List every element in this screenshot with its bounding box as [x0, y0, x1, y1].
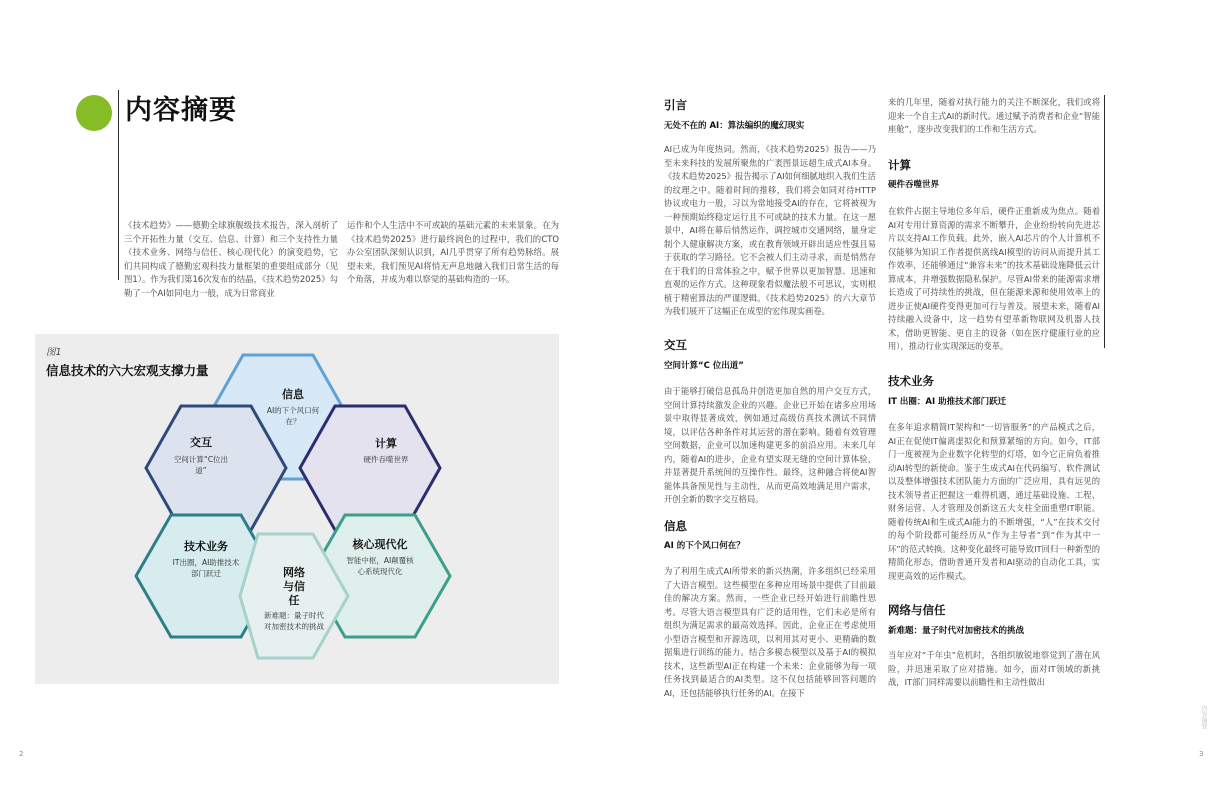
interaction-heading: 交互	[664, 338, 687, 352]
hex-tech-business-subtitle: IT出圈，AI助推技术部门跃迁	[172, 558, 240, 578]
side-section-label: 内容摘要	[1200, 705, 1207, 729]
intro-body	[664, 143, 876, 319]
compute-body	[888, 205, 1100, 354]
continuation-text	[888, 96, 1100, 137]
hex-info-subtitle: AI的下个风口何在？	[266, 406, 320, 426]
hex-interaction-subtitle: 空间计算“C位出道”	[173, 455, 229, 475]
information-subheading: AI 的下个风口何在？	[664, 541, 745, 551]
intro-col-1	[124, 219, 338, 301]
information-body	[664, 565, 876, 700]
compute-body-text: 在软件占据主导地位多年后，硬件正重新成为焦点。随着AI对专用计算资源的需求不断攀升，企业纷纷转向先进芯片以支持AI工作负载。此外，嵌入AI芯片的个人计算机不仅能够为知识工作者提供离线AI模型的访问从而提升其工作效率，还能够通过“兼容未来”的技术基础设施降低云计算成本，并增强数据隐私保护。尽管AI带来的能源需求增长造成了可持续性的挑战，但在能源来源和使用效率上的进步正使AI硬件变得更加可行与普及。展望未来，随着AI持续融入设备中，这一趋势有望革新物联网及机器人技术，借助更智能、更自主的设备（如在医疗健康行业的应用），推动行业实现深远的变革。	[888, 206, 1100, 351]
accent-dot	[76, 95, 112, 131]
tech-business-subheading: IT 出圈：AI 助推技术部门跃迁	[888, 397, 1007, 407]
hex-interaction-title: 交互	[190, 436, 212, 449]
information-heading: 信息	[664, 519, 687, 533]
page-number-right: 3	[1199, 750, 1204, 758]
figure-title: 信息技术的六大宏观支撑力量	[46, 363, 209, 378]
network-trust-body	[888, 649, 1100, 690]
page-number-left: 2	[19, 750, 24, 758]
column-rule	[1104, 95, 1105, 348]
intro-text-2: 运作和个人生活中不可或缺的基础元素的未来景象。在为《技术趋势2025》进行最终润色的过程中，我们的CTO办公室团队深刻认识到，AI几乎贯穿了所有趋势脉络。展望未来，我们预见AI将悄无声息地融入我们日常生活的每个角落，并成为难以察觉的基础构造的一环。	[347, 220, 559, 285]
intro-subheading: 无处不在的 AI：算法编织的魔幻现实	[664, 121, 805, 131]
hex-compute-title: 计算	[375, 437, 397, 450]
tech-business-body	[888, 421, 1100, 583]
interaction-body-text: 由于能够打破信息孤岛并创造更加自然的用户交互方式，空间计算持续激发企业的兴趣。企业已开始在诸多应用场景中取得显著成效，例如通过高级仿真技术测试不同情境，以评估各种条件对其运营的潜在影响。随着有效管理空间数据，企业可以加速构建更多的前沿应用。未来几年内，随着AI的进步，企业有望实现无缝的空间计算体验，并显著提升系统间的互操作性。最终，这种融合将使AI智能体具备预见性与主动性，从而更高效地满足用户需求，开创全新的数字交互格局。	[664, 386, 876, 504]
page-title: 内容摘要	[125, 95, 237, 126]
intro-body-text: AI已成为年度热词。然而，《技术趋势2025》报告——乃至未来科技的发展所聚焦的广袤图景远超生成式AI本身。《技术趋势2025》报告揭示了AI如何细腻地织入我们生活的纹理之中。随着时间的推移，我们将会如同对待HTTP协议或电力一般，习以为常地接受AI的存在，它将被视为一种预期始终稳定运行且不可或缺的技术力量。在这一愿景中，AI将在幕后悄然运作，调控城市交通网络，量身定制个人健康解决方案，或在教育领域开辟出适应性强且易于获取的学习路径。它不会被人们主动寻求，而是悄然存在于我们的日常体验之中，赋予世界以更加智慧、迅速和直观的运作方式。这种现象看似魔法般不可思议，实则根植于精密算法的严谨逻辑。《技术趋势2025》的六大章节为我们展开了这幅正在成型的宏伟现实画卷。	[664, 144, 876, 316]
hex-core-modernization-title: 核心现代化	[352, 538, 408, 551]
tech-business-heading: 技术业务	[888, 374, 934, 388]
figure-label: 图1	[46, 347, 62, 358]
network-trust-body-text: 当年应对“千年虫”危机时，各组织敏锐地察觉到了潜在风险，并迅速采取了应对措施。如今，面对IT领域的新挑战，IT部门同样需要以前瞻性和主动性做出	[888, 650, 1100, 687]
hex-network-trust-subtitle: 新难题：量子时代对加密技术的挑战	[264, 611, 324, 631]
compute-subheading: 硬件吞噬世界	[888, 180, 940, 190]
interaction-body	[664, 385, 876, 507]
hex-info-title: 信息	[282, 388, 304, 401]
hex-network-trust-title: 网络与信任	[283, 566, 305, 607]
network-trust-subheading: 新难题：量子时代对加密技术的挑战	[888, 626, 1025, 636]
intro-text-1: 《技术趋势》——德勤全球旗舰级技术报告，深入剖析了三个开拓性力量（交互、信息、计算）和三个支持性力量（技术业务、网络与信任、核心现代化）的演变趋势，它们共同构成了德勤宏观科技力量框架的重要组成部分（见图1）。作为我们第16次发布的结晶，《技术趋势2025》勾勒了一个AI如同电力一般，成为日常商业	[124, 220, 338, 298]
hex-compute-subtitle: 硬件吞噬世界	[363, 455, 409, 464]
continuation-body-text: 来的几年里，随着对执行能力的关注不断深化，我们或将迎来一个自主式AI的新时代。通过赋予消费者和企业“智能座舱”，逐步改变我们的工作和生活方式。	[888, 97, 1100, 134]
hex-tech-business-title: 技术业务	[184, 540, 228, 553]
intro-col-2	[347, 219, 559, 287]
hex-core-modernization-subtitle: 智能中枢，AI颠覆核心系统现代化	[346, 556, 414, 576]
intro-heading: 引言	[664, 98, 687, 112]
compute-heading: 计算	[888, 158, 911, 172]
information-body-text: 为了利用生成式AI所带来的新兴热潮，许多组织已经采用了大语言模型。这些模型在多种应用场景中提供了目前最佳的解决方案。然而，一些企业已经开始进行前瞻性思考。尽管大语言模型具有广泛的适用性，它们未必是所有组织为满足需求的最高效选择。因此，企业正在考虑使用小型语言模型和开源选项，以利用其对更小、更精确的数据集进行训练的能力。结合多模态模型以及基于AI的模拟技术，这些新型AI正在构建一个未来：企业能够为每一项任务找到最适合的AI类型。这不仅包括能够回答问题的AI，还包括能够执行任务的AI。在接下	[664, 566, 876, 698]
interaction-subheading: 空间计算“C 位出道”	[664, 361, 744, 371]
tech-business-body-text: 在多年追求精简IT架构和“一切皆服务”的产品模式之后，AI正在促使IT偏离虚拟化和预算紧缩的方向。如今，IT部门一度被视为企业数字化转型的灯塔，如今它正肩负着推动AI转型的新使命。鉴于生成式AI在代码编写、软件测试以及整体增强技术团队能力方面的广泛应用，具有远见的技术领导者正把握这一难得机遇，通过基础设施、工程、财务运营、人才管理及创新这五大支柱全面重塑IT职能。随着传统AI和生成式AI能力的不断增强，“人”在技术交付的每个阶段都可能经历从“作为主导者”到“作为其中一环”的范式转换。这种变化最终可能导致IT回归一种新型的精简化形态，借助普通开发者和AI驱动的自动化工具，实现更高效的运作模式。	[888, 422, 1100, 581]
title-divider	[118, 90, 119, 280]
network-trust-heading: 网络与信任	[888, 603, 946, 617]
